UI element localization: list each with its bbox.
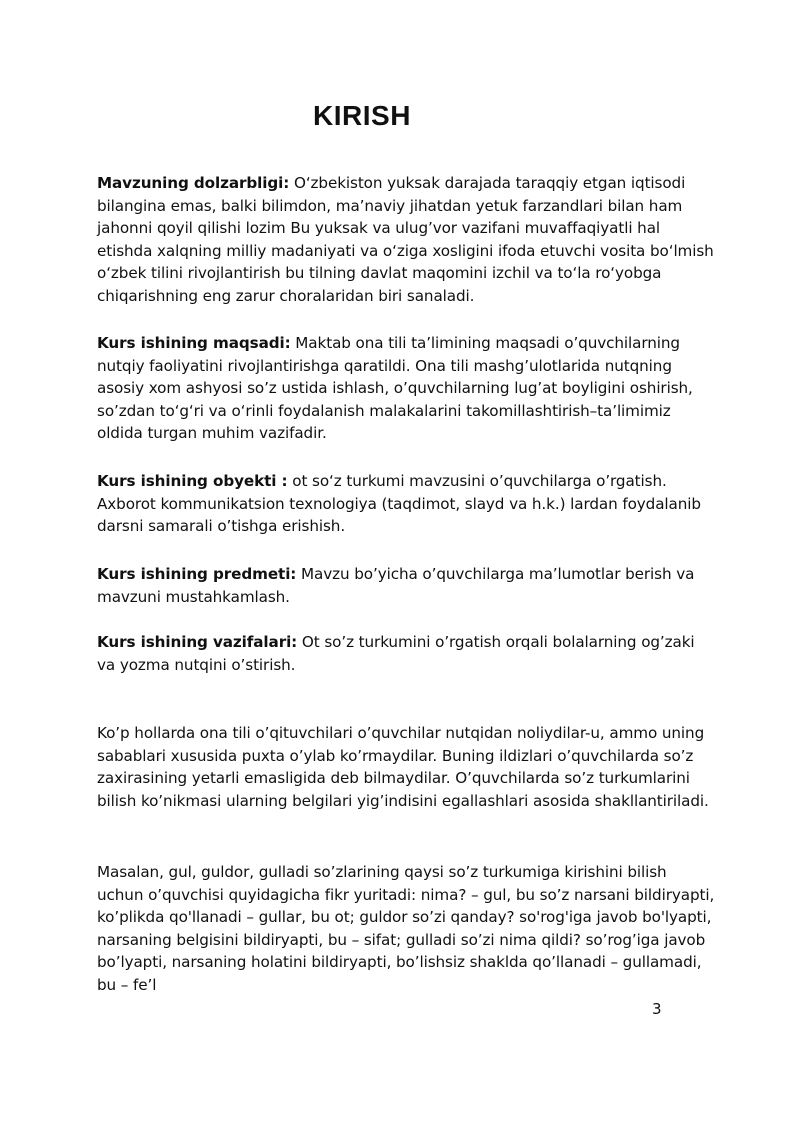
- section-tasks: [97, 631, 717, 676]
- section-label: Kurs ishining vazifalari:: [97, 633, 298, 651]
- section-object: [97, 470, 717, 538]
- section-label: Kurs ishining obyekti :: [97, 472, 288, 490]
- page-number: 3: [652, 1000, 662, 1018]
- section-text: Maktab ona tili ta’limining maqsadi o’quvchilarning nutqiy faoliyatini rivojlantirishga qaratildi. Ona tili mashg’ulotlarida nutqning asosiy xom ashyosi so’z ustida ishlash, o’quvchilarning lug’at boyligini oshirish, so’zdan to‘g‘ri va o‘rinli foydalanish malakalarini takomillashtirish–ta’limimiz oldida turgan muhim vazifadir.: [97, 334, 693, 443]
- page-title: KIRISH: [313, 100, 411, 131]
- section-subject: [97, 563, 717, 608]
- section-label: Mavzuning dolzarbligi:: [97, 174, 290, 192]
- section-relevance: [97, 172, 717, 308]
- section-text: O‘zbekiston yuksak darajada taraqqiy etgan iqtisodi bilangina emas, balki bilimdon, ma’naviy jihatdan yetuk farzandlari bilan ham jahonni qoyil qilishi lozim Bu yuksak va ulug’vor vazifani muvaffaqiyatli hal etishda xalqning milliy madaniyati va o‘ziga xosligini ifoda etuvchi vosita bo‘lmish o‘zbek tilini rivojlantirish bu tilning davlat maqomini izchil va to‘la ro‘yobga chiqarishning eng zarur choralaridan biri sanaladi.: [97, 174, 714, 305]
- body-paragraph: Ko’p hollarda ona tili o’qituvchilari o’quvchilar nutqidan noliydilar-u, ammo uning sabablari xususida puxta o’ylab ko’rmaydilar. Buning ildizlari o’quvchilarda so’z zaxirasining yetarli emasligida deb bilmaydilar. O’quvchilarda so’z turkumlarini bilish ko’nikmasi ularning belgilari yig’indisini egallashlari asosida shakllantiriladi.: [97, 724, 709, 810]
- section-text: ot so‘z turkumi mavzusini o’quvchilarga o’rgatish. Axborot kommunikatsion texnologiya (taqdimot, slayd va h.k.) lardan foydalanib darsni samarali o’tishga erishish.: [97, 472, 701, 536]
- section-label: Kurs ishining maqsadi:: [97, 334, 291, 352]
- section-text: Mavzu bo’yicha o’quvchilarga ma’lumotlar berish va mavzuni mustahkamlash.: [97, 565, 695, 606]
- section-label: Kurs ishining predmeti:: [97, 565, 297, 583]
- section-goal: [97, 332, 717, 445]
- section-text: Ot so’z turkumini o’rgatish orqali bolalarning og’zaki va yozma nutqini o’stirish.: [97, 633, 695, 674]
- body-paragraph: Masalan, gul, guldor, gulladi so’zlarining qaysi so’z turkumiga kirishini bilish uchun o’quvchisi quyidagicha fikr yuritadi: nima? – gul, bu so’z narsani bildiryapti, ko’plikda qo'llanadi – gullar, bu ot; guldor so’zi qanday? so'rog'iga javob bo'lyapti, narsaning belgisini bildiryapti, bu – sifat; gulladi so’zi nima qildi? so’rog’iga javob bo’lyapti, narsaning holatini bildiryapti, bo’lishsiz shaklda qo’llanadi – gullamadi, bu – fe’l: [97, 863, 715, 994]
